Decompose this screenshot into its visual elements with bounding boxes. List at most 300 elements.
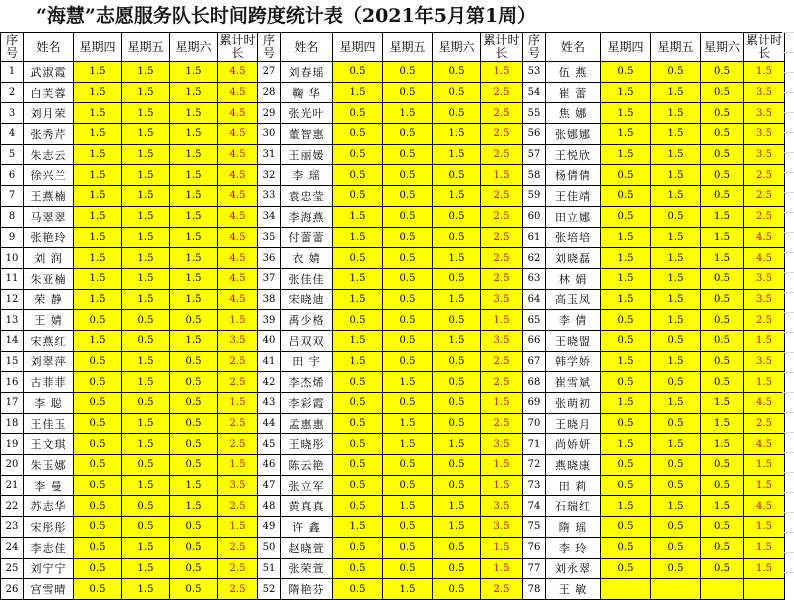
saturday-hours-cell[interactable]: 0.5 <box>433 558 481 579</box>
friday-hours-cell[interactable]: 1.5 <box>122 227 170 248</box>
name-cell[interactable]: 李杰烯 <box>281 372 333 393</box>
total-hours-cell[interactable]: 3.5 <box>744 351 785 372</box>
thursday-hours-cell[interactable]: 1.5 <box>74 289 122 310</box>
thursday-hours-cell[interactable]: 0.5 <box>74 413 122 434</box>
thursday-hours-cell[interactable]: 1.5 <box>601 227 651 248</box>
friday-hours-cell[interactable]: 1.5 <box>651 434 701 455</box>
total-hours-cell[interactable]: 1.5 <box>481 393 523 414</box>
name-cell[interactable]: 付蕾蕾 <box>281 227 333 248</box>
seq-cell[interactable]: 15 <box>1 351 24 372</box>
name-cell[interactable]: 宋燕红 <box>24 330 74 351</box>
friday-hours-cell[interactable]: 1.5 <box>122 124 170 145</box>
name-header[interactable]: 姓名 <box>281 33 333 62</box>
total-hours-cell[interactable]: 1.5 <box>744 372 785 393</box>
thursday-hours-cell[interactable]: 0.5 <box>601 62 651 83</box>
thursday-hours-cell[interactable]: 0.5 <box>333 475 383 496</box>
friday-hours-cell[interactable]: 1.5 <box>122 537 170 558</box>
saturday-hours-cell[interactable]: 1.5 <box>170 186 218 207</box>
name-cell[interactable]: 王晓盟 <box>546 330 601 351</box>
saturday-hours-cell[interactable]: 1.5 <box>170 206 218 227</box>
friday-hours-cell[interactable]: 1.5 <box>122 144 170 165</box>
friday-hours-cell[interactable]: 0.5 <box>651 413 701 434</box>
seq-cell[interactable]: 52 <box>258 579 281 600</box>
thursday-hours-cell[interactable]: 1.5 <box>601 124 651 145</box>
name-cell[interactable]: 刘翠萍 <box>24 351 74 372</box>
friday-hours-cell[interactable]: 0.5 <box>383 248 433 269</box>
seq-cell[interactable]: 77 <box>523 558 546 579</box>
saturday-hours-cell[interactable]: 0.5 <box>701 351 744 372</box>
thursday-hours-cell[interactable]: 1.5 <box>601 393 651 414</box>
friday-hours-cell[interactable]: 1.5 <box>122 413 170 434</box>
saturday-hours-cell[interactable]: 0.5 <box>433 82 481 103</box>
seq-cell[interactable]: 43 <box>258 393 281 414</box>
name-cell[interactable]: 李海燕 <box>281 206 333 227</box>
thursday-hours-cell[interactable]: 1.5 <box>601 144 651 165</box>
name-cell[interactable]: 王文琪 <box>24 434 74 455</box>
name-cell[interactable]: 李 瑶 <box>281 165 333 186</box>
friday-hours-cell[interactable]: 1.5 <box>651 144 701 165</box>
total-hours-cell[interactable]: 2.5 <box>481 248 523 269</box>
total-hours-cell[interactable]: 2.5 <box>218 372 258 393</box>
seq-cell[interactable]: 35 <box>258 227 281 248</box>
total-hours-cell[interactable]: 2.5 <box>481 82 523 103</box>
total-hours-cell[interactable]: 2.5 <box>481 124 523 145</box>
saturday-hours-cell[interactable]: 0.5 <box>701 558 744 579</box>
saturday-hours-cell[interactable]: 1.5 <box>170 248 218 269</box>
friday-hours-cell[interactable]: 0.5 <box>122 455 170 476</box>
seq-cell[interactable]: 19 <box>1 434 24 455</box>
name-cell[interactable]: 王丽媛 <box>281 144 333 165</box>
friday-hours-cell[interactable]: 1.5 <box>383 103 433 124</box>
friday-hours-cell[interactable]: 0.5 <box>122 310 170 331</box>
seq-cell[interactable]: 21 <box>1 475 24 496</box>
seq-cell[interactable]: 18 <box>1 413 24 434</box>
thursday-hours-cell[interactable]: 1.5 <box>74 248 122 269</box>
friday-hours-cell[interactable]: 0.5 <box>651 455 701 476</box>
thursday-hours-cell[interactable]: 0.5 <box>333 413 383 434</box>
saturday-hours-cell[interactable]: 0.5 <box>433 103 481 124</box>
friday-hours-cell[interactable]: 1.5 <box>122 165 170 186</box>
total-hours-cell[interactable]: 3.5 <box>481 289 523 310</box>
seq-cell[interactable]: 23 <box>1 517 24 538</box>
name-cell[interactable]: 王晓彤 <box>281 434 333 455</box>
name-cell[interactable]: 张娜娜 <box>546 124 601 145</box>
friday-hours-cell[interactable]: 0.5 <box>383 330 433 351</box>
thursday-hours-cell[interactable]: 1.5 <box>333 227 383 248</box>
name-cell[interactable]: 高玉凤 <box>546 289 601 310</box>
thursday-hours-cell[interactable]: 0.5 <box>333 62 383 83</box>
friday-hours-cell[interactable]: 1.5 <box>122 351 170 372</box>
thursday-hours-cell[interactable]: 0.5 <box>74 351 122 372</box>
total-hours-cell[interactable]: 3.5 <box>744 268 785 289</box>
seq-header[interactable]: 序号 <box>258 33 281 62</box>
saturday-hours-cell[interactable]: 1.5 <box>701 434 744 455</box>
name-cell[interactable]: 陈云艳 <box>281 455 333 476</box>
name-cell[interactable]: 伍 燕 <box>546 62 601 83</box>
friday-hours-cell[interactable]: 1.5 <box>651 351 701 372</box>
name-cell[interactable]: 宋晓迪 <box>281 289 333 310</box>
friday-hours-cell[interactable]: 1.5 <box>651 289 701 310</box>
name-cell[interactable]: 田 宇 <box>281 351 333 372</box>
thursday-hours-cell[interactable]: 0.5 <box>74 517 122 538</box>
friday-hours-cell[interactable]: 0.5 <box>383 517 433 538</box>
friday-hours-cell[interactable] <box>651 579 701 600</box>
name-cell[interactable]: 张艳玲 <box>24 227 74 248</box>
thursday-hours-cell[interactable]: 1.5 <box>601 289 651 310</box>
saturday-hours-cell[interactable]: 1.5 <box>701 413 744 434</box>
saturday-hours-cell[interactable]: 0.5 <box>701 103 744 124</box>
seq-cell[interactable]: 25 <box>1 558 24 579</box>
saturday-hours-cell[interactable]: 0.5 <box>433 475 481 496</box>
seq-cell[interactable]: 58 <box>523 165 546 186</box>
seq-cell[interactable]: 72 <box>523 455 546 476</box>
name-cell[interactable]: 荣 静 <box>24 289 74 310</box>
total-hours-cell[interactable]: 2.5 <box>218 496 258 517</box>
saturday-header[interactable]: 星期六 <box>433 33 481 62</box>
name-cell[interactable]: 衣 婧 <box>281 248 333 269</box>
name-cell[interactable]: 朱玉娜 <box>24 455 74 476</box>
friday-hours-cell[interactable]: 1.5 <box>122 268 170 289</box>
total-hours-cell[interactable]: 4.5 <box>744 227 785 248</box>
total-hours-cell[interactable]: 2.5 <box>481 372 523 393</box>
seq-cell[interactable]: 16 <box>1 372 24 393</box>
name-cell[interactable]: 李 曼 <box>24 475 74 496</box>
total-hours-cell[interactable]: 4.5 <box>218 124 258 145</box>
seq-cell[interactable]: 70 <box>523 413 546 434</box>
friday-hours-cell[interactable]: 0.5 <box>651 537 701 558</box>
total-hours-cell[interactable]: 3.5 <box>744 289 785 310</box>
thursday-hours-cell[interactable]: 1.5 <box>601 103 651 124</box>
name-cell[interactable]: 董智惠 <box>281 124 333 145</box>
saturday-header[interactable]: 星期六 <box>701 33 744 62</box>
friday-hours-cell[interactable]: 1.5 <box>383 434 433 455</box>
saturday-hours-cell[interactable]: 0.5 <box>433 165 481 186</box>
seq-cell[interactable]: 36 <box>258 248 281 269</box>
seq-cell[interactable]: 46 <box>258 455 281 476</box>
total-hours-cell[interactable]: 3.5 <box>744 144 785 165</box>
saturday-hours-cell[interactable]: 1.5 <box>170 144 218 165</box>
name-cell[interactable]: 吕双双 <box>281 330 333 351</box>
thursday-hours-cell[interactable]: 0.5 <box>333 372 383 393</box>
name-cell[interactable]: 田立娜 <box>546 206 601 227</box>
thursday-hours-cell[interactable]: 0.5 <box>333 248 383 269</box>
seq-cell[interactable]: 27 <box>258 62 281 83</box>
name-cell[interactable]: 王佳靖 <box>546 186 601 207</box>
seq-cell[interactable]: 9 <box>1 227 24 248</box>
seq-cell[interactable]: 59 <box>523 186 546 207</box>
thursday-hours-cell[interactable]: 0.5 <box>601 537 651 558</box>
name-cell[interactable]: 宋彤彤 <box>24 517 74 538</box>
thursday-hours-cell[interactable]: 1.5 <box>74 124 122 145</box>
seq-cell[interactable]: 22 <box>1 496 24 517</box>
seq-cell[interactable]: 75 <box>523 517 546 538</box>
friday-header[interactable]: 星期五 <box>651 33 701 62</box>
total-hours-cell[interactable]: 4.5 <box>218 227 258 248</box>
seq-cell[interactable]: 45 <box>258 434 281 455</box>
friday-hours-cell[interactable]: 0.5 <box>383 289 433 310</box>
seq-cell[interactable]: 7 <box>1 186 24 207</box>
thursday-hours-cell[interactable]: 0.5 <box>74 475 122 496</box>
total-hours-cell[interactable]: 4.5 <box>744 248 785 269</box>
seq-cell[interactable]: 3 <box>1 103 24 124</box>
seq-cell[interactable]: 30 <box>258 124 281 145</box>
seq-cell[interactable]: 6 <box>1 165 24 186</box>
friday-header[interactable]: 星期五 <box>122 33 170 62</box>
name-cell[interactable]: 刘宁宁 <box>24 558 74 579</box>
thursday-hours-cell[interactable]: 0.5 <box>333 558 383 579</box>
friday-hours-cell[interactable]: 0.5 <box>383 475 433 496</box>
friday-hours-cell[interactable]: 1.5 <box>122 289 170 310</box>
name-cell[interactable]: 孟惠惠 <box>281 413 333 434</box>
seq-cell[interactable]: 39 <box>258 310 281 331</box>
thursday-hours-cell[interactable]: 1.5 <box>333 289 383 310</box>
total-hours-cell[interactable]: 2.5 <box>744 413 785 434</box>
thursday-hours-cell[interactable]: 1.5 <box>333 330 383 351</box>
name-cell[interactable]: 朱志云 <box>24 144 74 165</box>
thursday-header[interactable]: 星期四 <box>601 33 651 62</box>
friday-hours-cell[interactable]: 1.5 <box>651 124 701 145</box>
saturday-hours-cell[interactable]: 0.5 <box>170 372 218 393</box>
name-cell[interactable]: 刘晓磊 <box>546 248 601 269</box>
saturday-hours-cell[interactable]: 1.5 <box>433 330 481 351</box>
saturday-hours-cell[interactable]: 1.5 <box>170 62 218 83</box>
name-cell[interactable]: 张佳佳 <box>281 268 333 289</box>
friday-hours-cell[interactable]: 0.5 <box>651 330 701 351</box>
friday-hours-cell[interactable]: 1.5 <box>383 413 433 434</box>
friday-hours-cell[interactable]: 0.5 <box>651 475 701 496</box>
saturday-hours-cell[interactable] <box>701 579 744 600</box>
thursday-hours-cell[interactable]: 0.5 <box>74 455 122 476</box>
friday-hours-cell[interactable]: 0.5 <box>122 496 170 517</box>
friday-header[interactable]: 星期五 <box>383 33 433 62</box>
friday-hours-cell[interactable]: 1.5 <box>651 82 701 103</box>
seq-cell[interactable]: 74 <box>523 496 546 517</box>
friday-hours-cell[interactable]: 1.5 <box>651 248 701 269</box>
name-header[interactable]: 姓名 <box>546 33 601 62</box>
saturday-hours-cell[interactable]: 1.5 <box>170 227 218 248</box>
thursday-hours-cell[interactable]: 0.5 <box>601 165 651 186</box>
total-hours-cell[interactable]: 1.5 <box>481 455 523 476</box>
name-cell[interactable]: 王悦欣 <box>546 144 601 165</box>
name-cell[interactable]: 宫雪晴 <box>24 579 74 600</box>
seq-cell[interactable]: 78 <box>523 579 546 600</box>
total-hours-cell[interactable]: 3.5 <box>744 103 785 124</box>
saturday-hours-cell[interactable]: 0.5 <box>170 393 218 414</box>
name-cell[interactable]: 杨倩倩 <box>546 165 601 186</box>
name-cell[interactable]: 刘月荣 <box>24 103 74 124</box>
friday-hours-cell[interactable]: 0.5 <box>122 393 170 414</box>
seq-cell[interactable]: 41 <box>258 351 281 372</box>
thursday-hours-cell[interactable]: 0.5 <box>333 165 383 186</box>
thursday-hours-cell[interactable] <box>601 579 651 600</box>
total-hours-cell[interactable]: 1.5 <box>218 310 258 331</box>
friday-hours-cell[interactable]: 0.5 <box>383 393 433 414</box>
thursday-hours-cell[interactable]: 1.5 <box>74 206 122 227</box>
name-cell[interactable]: 石瑞红 <box>546 496 601 517</box>
total-hours-cell[interactable]: 2.5 <box>744 206 785 227</box>
thursday-hours-cell[interactable]: 1.5 <box>74 330 122 351</box>
seq-cell[interactable]: 57 <box>523 144 546 165</box>
saturday-hours-cell[interactable]: 0.5 <box>170 517 218 538</box>
thursday-hours-cell[interactable]: 0.5 <box>601 310 651 331</box>
total-hours-cell[interactable]: 2.5 <box>481 268 523 289</box>
thursday-hours-cell[interactable]: 1.5 <box>601 268 651 289</box>
friday-hours-cell[interactable]: 0.5 <box>651 558 701 579</box>
friday-hours-cell[interactable]: 0.5 <box>383 206 433 227</box>
friday-hours-cell[interactable]: 1.5 <box>122 82 170 103</box>
total-hours-cell[interactable]: 2.5 <box>481 579 523 600</box>
seq-cell[interactable]: 47 <box>258 475 281 496</box>
name-cell[interactable]: 王燕楠 <box>24 186 74 207</box>
total-header[interactable]: 累计时长 <box>219 33 256 60</box>
total-hours-cell[interactable]: 4.5 <box>218 206 258 227</box>
name-cell[interactable]: 李 倩 <box>546 310 601 331</box>
seq-cell[interactable]: 51 <box>258 558 281 579</box>
total-hours-cell[interactable]: 2.5 <box>481 413 523 434</box>
friday-hours-cell[interactable]: 1.5 <box>651 496 701 517</box>
total-hours-cell[interactable]: 1.5 <box>744 62 785 83</box>
name-cell[interactable]: 李彩霞 <box>281 393 333 414</box>
friday-hours-cell[interactable]: 0.5 <box>383 165 433 186</box>
name-cell[interactable]: 白芙蓉 <box>24 82 74 103</box>
thursday-hours-cell[interactable]: 0.5 <box>74 496 122 517</box>
thursday-hours-cell[interactable]: 0.5 <box>333 393 383 414</box>
total-hours-cell[interactable]: 2.5 <box>744 165 785 186</box>
seq-cell[interactable]: 63 <box>523 268 546 289</box>
thursday-hours-cell[interactable]: 0.5 <box>74 393 122 414</box>
seq-cell[interactable]: 61 <box>523 227 546 248</box>
seq-cell[interactable]: 67 <box>523 351 546 372</box>
saturday-hours-cell[interactable]: 0.5 <box>170 579 218 600</box>
total-hours-cell[interactable]: 4.5 <box>744 393 785 414</box>
total-hours-cell[interactable]: 1.5 <box>218 517 258 538</box>
friday-hours-cell[interactable]: 1.5 <box>651 310 701 331</box>
thursday-hours-cell[interactable]: 0.5 <box>601 330 651 351</box>
name-cell[interactable]: 王 婧 <box>24 310 74 331</box>
total-hours-cell[interactable]: 1.5 <box>744 537 785 558</box>
seq-cell[interactable]: 28 <box>258 82 281 103</box>
saturday-hours-cell[interactable]: 0.5 <box>170 310 218 331</box>
saturday-hours-cell[interactable]: 0.5 <box>433 579 481 600</box>
thursday-hours-cell[interactable]: 0.5 <box>333 310 383 331</box>
seq-cell[interactable]: 56 <box>523 124 546 145</box>
saturday-hours-cell[interactable]: 0.5 <box>701 62 744 83</box>
thursday-hours-cell[interactable]: 0.5 <box>74 558 122 579</box>
saturday-hours-cell[interactable]: 0.5 <box>701 268 744 289</box>
thursday-hours-cell[interactable]: 1.5 <box>333 206 383 227</box>
thursday-hours-cell[interactable]: 0.5 <box>601 413 651 434</box>
total-hours-cell[interactable]: 4.5 <box>218 82 258 103</box>
saturday-hours-cell[interactable]: 0.5 <box>433 227 481 248</box>
total-hours-cell[interactable]: 3.5 <box>481 330 523 351</box>
friday-hours-cell[interactable]: 0.5 <box>383 558 433 579</box>
total-hours-cell[interactable]: 1.5 <box>481 558 523 579</box>
thursday-hours-cell[interactable]: 0.5 <box>333 537 383 558</box>
total-hours-cell[interactable]: 4.5 <box>218 268 258 289</box>
saturday-hours-cell[interactable]: 0.5 <box>701 330 744 351</box>
name-cell[interactable]: 武淑霞 <box>24 62 74 83</box>
thursday-hours-cell[interactable]: 0.5 <box>333 455 383 476</box>
saturday-hours-cell[interactable]: 0.5 <box>701 124 744 145</box>
saturday-hours-cell[interactable]: 0.5 <box>701 82 744 103</box>
saturday-hours-cell[interactable]: 0.5 <box>701 165 744 186</box>
name-cell[interactable]: 崔雪斌 <box>546 372 601 393</box>
saturday-hours-cell[interactable]: 0.5 <box>433 393 481 414</box>
thursday-hours-cell[interactable]: 0.5 <box>333 579 383 600</box>
thursday-header[interactable]: 星期四 <box>333 33 383 62</box>
total-hours-cell[interactable]: 4.5 <box>218 186 258 207</box>
friday-hours-cell[interactable]: 1.5 <box>122 62 170 83</box>
seq-cell[interactable]: 76 <box>523 537 546 558</box>
name-cell[interactable]: 许 鑫 <box>281 517 333 538</box>
thursday-hours-cell[interactable]: 1.5 <box>74 62 122 83</box>
friday-hours-cell[interactable]: 1.5 <box>122 206 170 227</box>
saturday-hours-cell[interactable]: 0.5 <box>701 517 744 538</box>
friday-hours-cell[interactable]: 1.5 <box>122 248 170 269</box>
thursday-hours-cell[interactable]: 0.5 <box>601 517 651 538</box>
thursday-hours-cell[interactable]: 0.5 <box>74 372 122 393</box>
friday-hours-cell[interactable]: 1.5 <box>651 165 701 186</box>
total-header[interactable]: 累计时长 <box>481 33 523 62</box>
total-hours-cell[interactable]: 3.5 <box>218 475 258 496</box>
seq-cell[interactable]: 71 <box>523 434 546 455</box>
seq-cell[interactable]: 62 <box>523 248 546 269</box>
seq-cell[interactable]: 66 <box>523 330 546 351</box>
name-cell[interactable]: 袁忠莹 <box>281 186 333 207</box>
seq-cell[interactable]: 34 <box>258 206 281 227</box>
friday-hours-cell[interactable]: 0.5 <box>383 62 433 83</box>
seq-cell[interactable]: 10 <box>1 248 24 269</box>
seq-cell[interactable]: 69 <box>523 393 546 414</box>
total-hours-cell[interactable]: 1.5 <box>481 537 523 558</box>
saturday-hours-cell[interactable]: 0.5 <box>170 455 218 476</box>
total-hours-cell[interactable]: 1.5 <box>744 475 785 496</box>
total-hours-cell[interactable]: 3.5 <box>218 330 258 351</box>
saturday-hours-cell[interactable]: 1.5 <box>170 124 218 145</box>
name-cell[interactable]: 朱亚楠 <box>24 268 74 289</box>
friday-hours-cell[interactable]: 0.5 <box>651 517 701 538</box>
saturday-hours-cell[interactable]: 1.5 <box>433 517 481 538</box>
thursday-hours-cell[interactable]: 1.5 <box>333 82 383 103</box>
total-hours-cell[interactable]: 3.5 <box>744 124 785 145</box>
friday-hours-cell[interactable]: 1.5 <box>122 579 170 600</box>
name-cell[interactable]: 张光叶 <box>281 103 333 124</box>
seq-cell[interactable]: 48 <box>258 496 281 517</box>
saturday-hours-cell[interactable]: 0.5 <box>433 268 481 289</box>
thursday-hours-cell[interactable]: 0.5 <box>601 186 651 207</box>
friday-hours-cell[interactable]: 1.5 <box>651 186 701 207</box>
saturday-hours-cell[interactable]: 0.5 <box>701 186 744 207</box>
name-cell[interactable]: 古菲菲 <box>24 372 74 393</box>
seq-cell[interactable]: 4 <box>1 124 24 145</box>
friday-hours-cell[interactable]: 0.5 <box>383 351 433 372</box>
seq-cell[interactable]: 38 <box>258 289 281 310</box>
seq-cell[interactable]: 50 <box>258 537 281 558</box>
saturday-hours-cell[interactable]: 1.5 <box>701 248 744 269</box>
seq-cell[interactable]: 29 <box>258 103 281 124</box>
total-hours-cell[interactable]: 1.5 <box>481 475 523 496</box>
saturday-hours-cell[interactable]: 0.5 <box>433 372 481 393</box>
saturday-header[interactable]: 星期六 <box>170 33 218 62</box>
name-cell[interactable]: 鞠 华 <box>281 82 333 103</box>
seq-cell[interactable]: 17 <box>1 393 24 414</box>
total-hours-cell[interactable]: 4.5 <box>218 248 258 269</box>
thursday-hours-cell[interactable]: 0.5 <box>74 579 122 600</box>
seq-cell[interactable]: 1 <box>1 62 24 83</box>
seq-header[interactable]: 序号 <box>523 33 546 62</box>
saturday-hours-cell[interactable]: 1.5 <box>170 103 218 124</box>
seq-cell[interactable]: 13 <box>1 310 24 331</box>
